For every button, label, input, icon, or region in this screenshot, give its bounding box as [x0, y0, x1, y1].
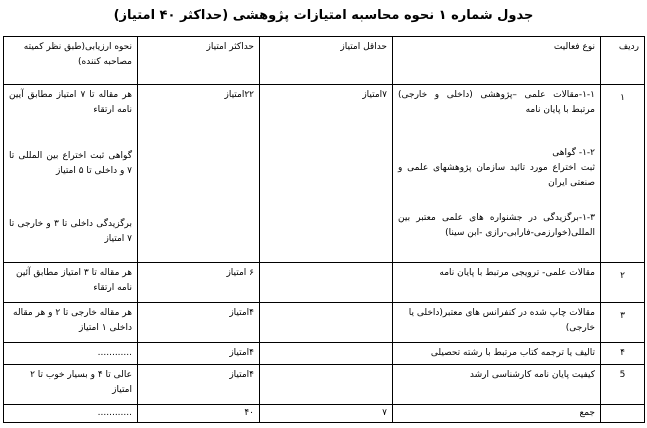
row-activity: تالیف یا ترجمه کتاب مرتبط با رشته تحصیلی [393, 343, 601, 365]
header-activity: نوع فعالیت [393, 37, 601, 85]
table-row [4, 343, 645, 365]
row-max: ۴امتیاز [138, 365, 260, 405]
header-max: حداکثر امتیاز [138, 37, 260, 85]
table-title: جدول شماره ۱ نحوه محاسبه امتیازات پژوهشی (حداکثر ۴۰ امتیاز) [113, 8, 534, 23]
total-label: جمع [393, 405, 601, 423]
row-max: ۴امتیاز [138, 303, 260, 343]
total-max: ۴۰ [138, 405, 260, 423]
row-max: ۲۲امتیاز [138, 85, 260, 263]
row-index: ۲ [601, 263, 645, 303]
row-method: عالی تا ۴ و بسیار خوب تا ۲ امتیاز [4, 365, 138, 405]
table-row [4, 365, 645, 405]
method-item-2: گواهی ثبت اختراع بین المللی تا ۷ و داخلی تا ۵ امتیاز [9, 151, 132, 176]
header-row [4, 37, 645, 85]
activity-item-1: ۱-۱-مقالات علمی –پژوهشی (داخلی و خارجی) مرتبط با پایان نامه [398, 90, 595, 115]
total-index [601, 405, 645, 423]
row-max: ۴امتیاز [138, 343, 260, 365]
table-row [4, 263, 645, 303]
table-row [4, 85, 645, 263]
total-method: ............ [4, 405, 138, 423]
row-method: هر مقاله تا ۳ امتیاز مطابق آئین نامه ارتقاء [4, 263, 138, 303]
activity-item-2-title: ۱-۲- گواهی [552, 148, 595, 158]
row-min [260, 365, 393, 405]
total-row [4, 405, 645, 423]
row-activity: مقالات علمی- ترویجی مرتبط با پایان نامه [393, 263, 601, 303]
header-min: حداقل امتیاز [260, 37, 393, 85]
total-min: ۷ [260, 405, 393, 423]
row-method [4, 85, 138, 263]
score-table [3, 36, 645, 423]
row-index: 5 [601, 365, 645, 405]
row-index: ۱ [601, 85, 645, 263]
method-item-3: برگزیدگی داخلی تا ۳ و خارجی تا ۷ امتیاز [9, 219, 132, 244]
row-activity [393, 85, 601, 263]
header-index: ردیف [601, 37, 645, 85]
row-min [260, 263, 393, 303]
method-item-1: هر مقاله تا ۷ امتیاز مطابق آیین نامه ارتقاء [9, 90, 132, 115]
row-min [260, 343, 393, 365]
row-activity: مقالات چاپ شده در کنفرانس های معتبر(داخلی یا خارجی) [393, 303, 601, 343]
row-method: ............ [4, 343, 138, 365]
row-activity: کیفیت پایان نامه کارشناسی ارشد [393, 365, 601, 405]
row-min [260, 303, 393, 343]
row-method: هر مقاله خارجی تا ۲ و هر مقاله داخلی ۱ امتیاز [4, 303, 138, 343]
activity-item-3: ۱-۳-برگزیدگی در جشنواره های علمی معتبر بین المللی(خوارزمی-فارابی-رازی -ابن سینا) [398, 213, 595, 238]
row-index: ۳ [601, 303, 645, 343]
row-index: ۴ [601, 343, 645, 365]
activity-item-2-body: ثبت اختراع مورد تائید سازمان پژوهشهای علمی و صنعتی ایران [398, 163, 595, 188]
header-method: نحوه ارزیابی(طبق نظر کمیته مصاحبه کننده) [4, 37, 138, 85]
row-max: ۶ امتیاز [138, 263, 260, 303]
table-row [4, 303, 645, 343]
row-min: ۷امتیاز [260, 85, 393, 263]
